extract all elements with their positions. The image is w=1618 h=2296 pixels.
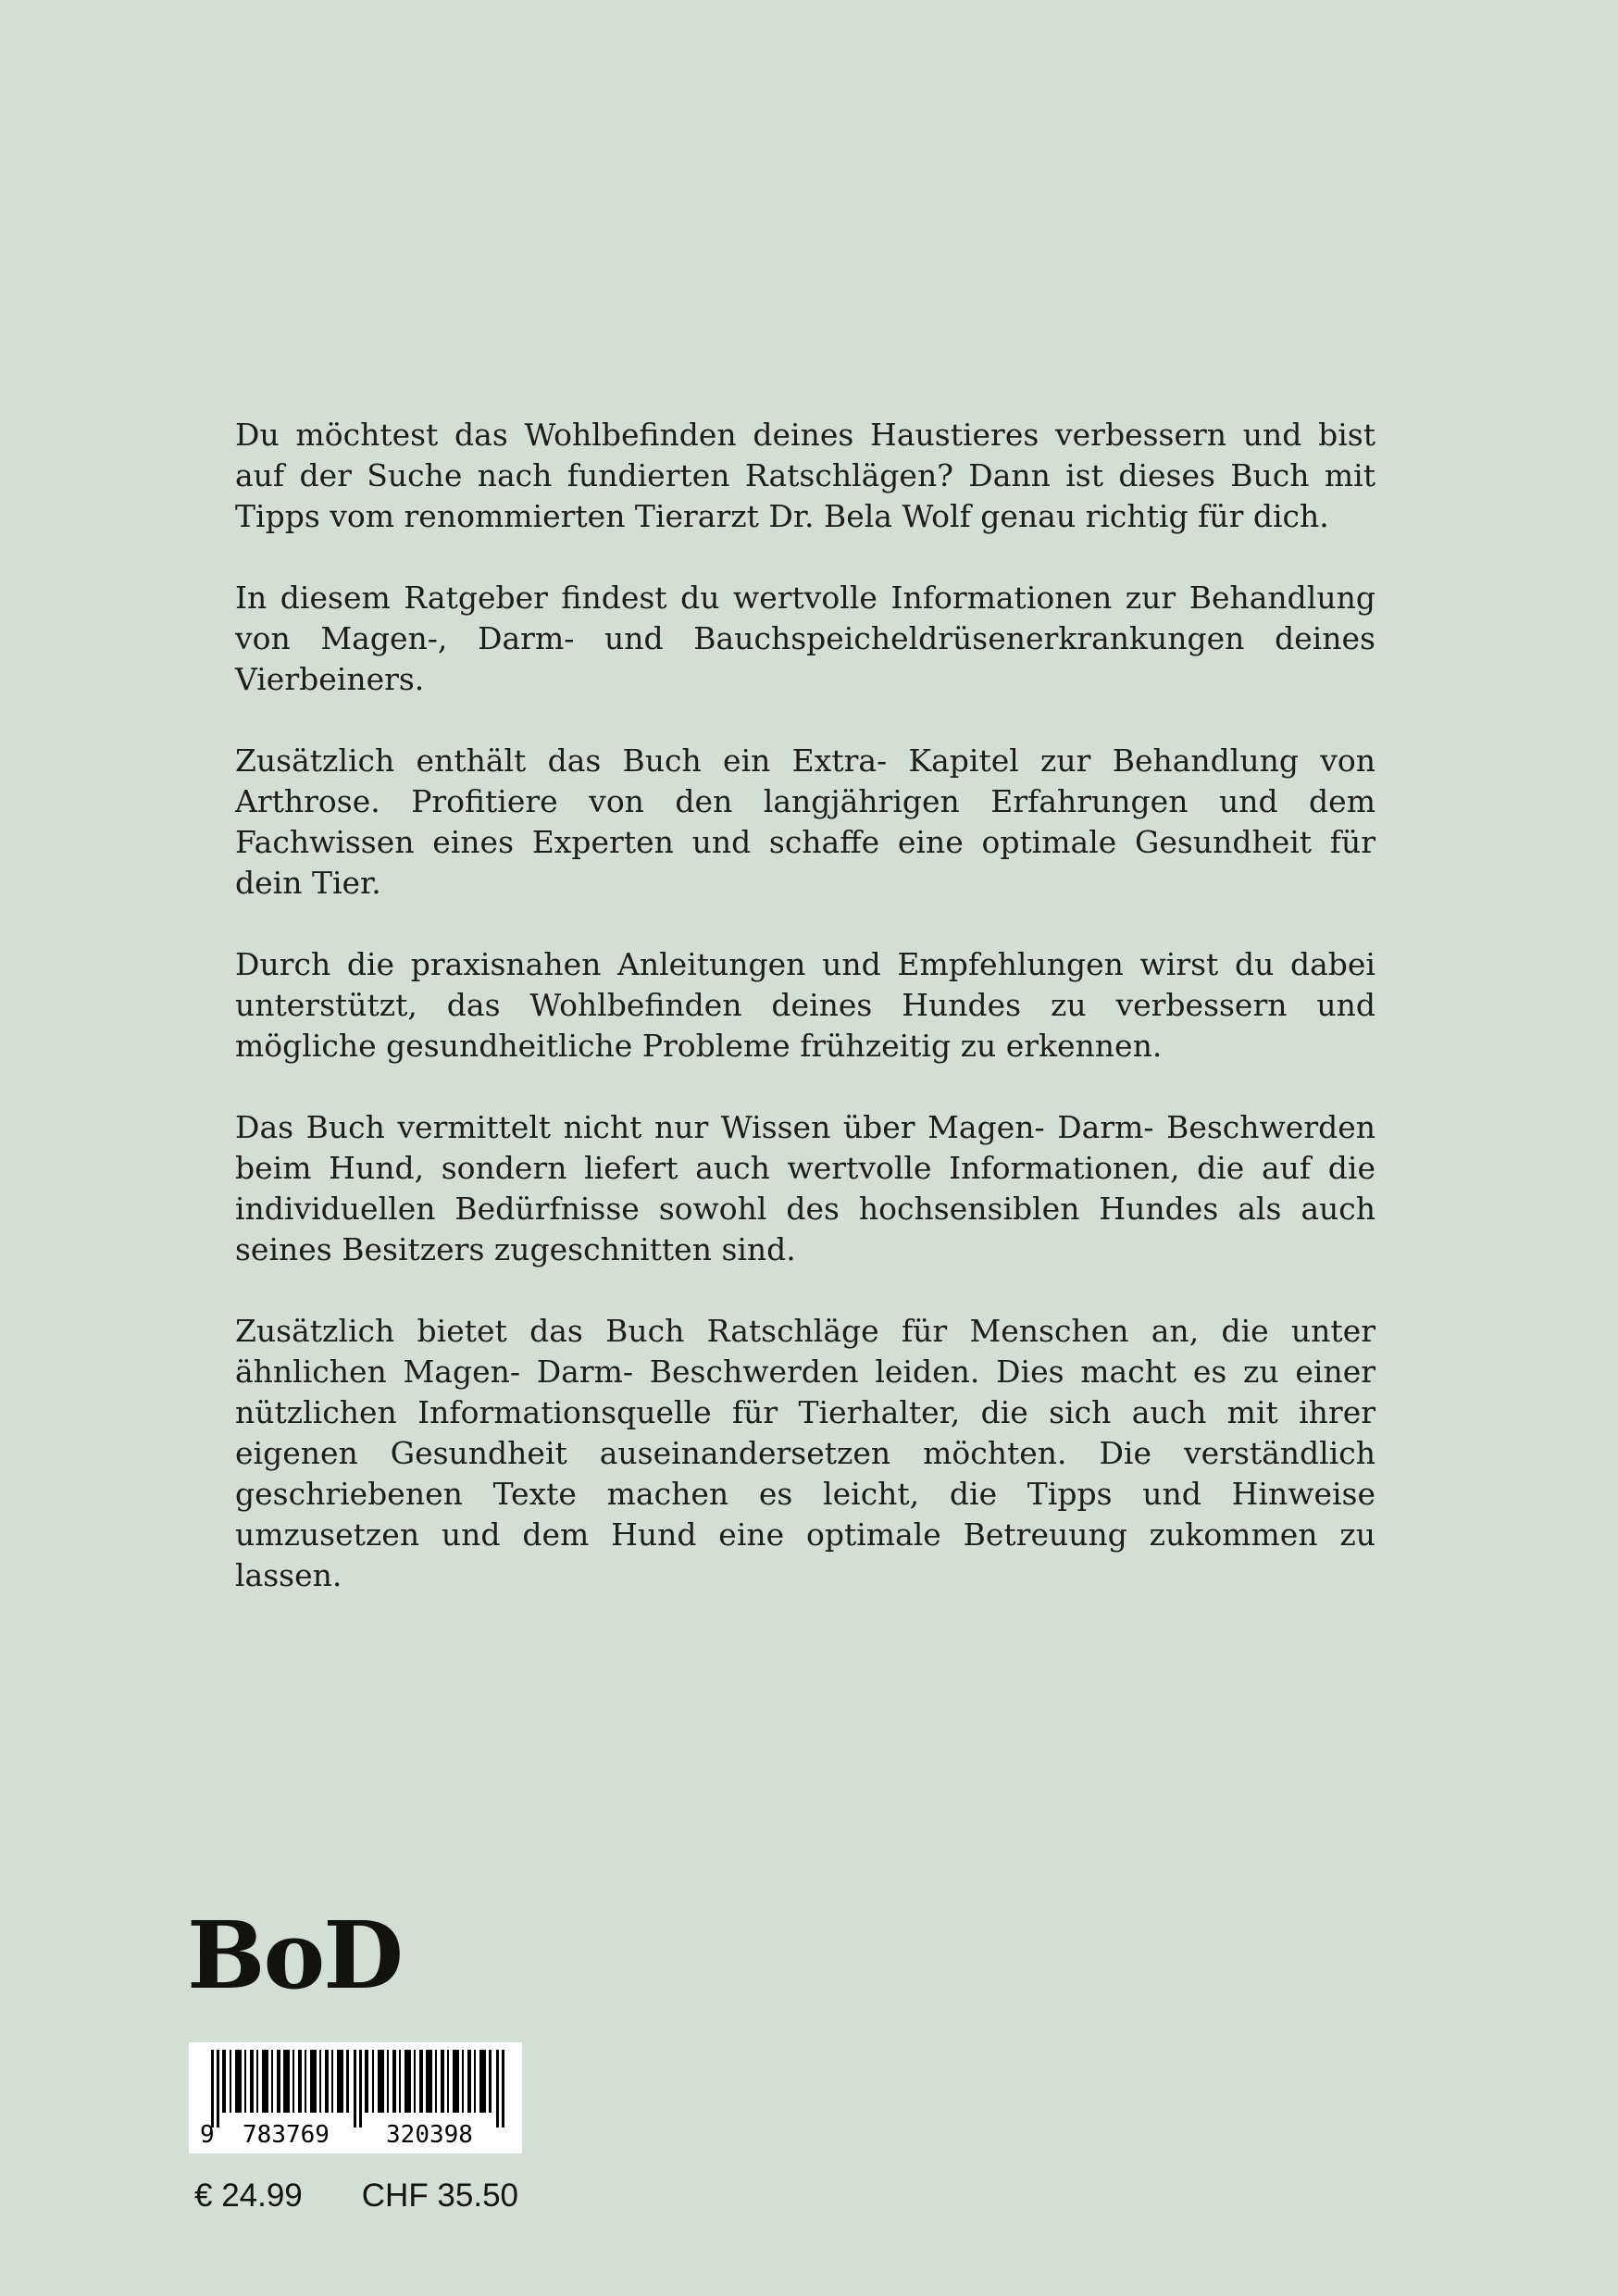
blurb-paragraph-6: Zusätzlich bietet das Buch Ratschläge für Menschen an, die unter ähnlichen Magen- Darm- Beschwerden leiden. Dies macht es zu einer nützlichen Informationsquelle für Tierhalter, die sich auch mit ihrer eigenen Gesundheit auseinandersetzen möchten. Die verständlich geschriebenen Texte machen es leicht, die Tipps und Hinweise umzusetzen und dem Hund eine optimale Betreuung zukommen zu lassen. (235, 1313, 1375, 1593)
blurb-paragraph-2: In diesem Ratgeber findest du wertvolle Informationen zur Behandlung von Magen-, Darm- und Bauchspeicheldrüsenerkrankungen deines Vierbeiners. (235, 580, 1375, 697)
price-eur: € 24.99 (194, 2177, 303, 2214)
price-row (194, 2177, 518, 2215)
price-chf: CHF 35.50 (361, 2177, 519, 2214)
blurb-text (235, 415, 1375, 1596)
isbn-barcode (189, 2042, 522, 2153)
barcode-digits-mid: 783769 (243, 2121, 330, 2146)
barcode-bars-graphic (198, 2050, 513, 2146)
blurb-paragraph-3: Zusätzlich enthält das Buch ein Extra- Kapitel zur Behandlung von Arthrose. Profitiere von den langjährigen Erfahrungen und dem Fachwissen eines Experten und schaffe eine optimale Gesundheit für dein Tier. (235, 742, 1375, 901)
blurb-paragraph-1: Du möchtest das Wohlbefinden deines Haustieres verbessern und bist auf der Suche nach fundierten Ratschlägen? Dann ist dieses Buch mit Tipps vom renommierten Tierarzt Dr. Bela Wolf genau richtig für dich. (235, 417, 1375, 534)
blurb-paragraph-4: Durch die praxisnahen Anleitungen und Empfehlungen wirst du dabei unterstützt, das Wohlbefinden deines Hundes zu verbessern und mögliche gesundheitliche Probleme frühzeitig zu erkennen. (235, 946, 1375, 1064)
barcode-digit-left: 9 (200, 2121, 215, 2146)
publisher-logo: BoD (187, 1901, 402, 2010)
blurb-paragraph-5: Das Buch vermittelt nicht nur Wissen über Magen- Darm- Beschwerden beim Hund, sondern liefert auch wertvolle Informationen, die auf die individuellen Bedürfnisse sowohl des hochsensiblen Hundes als auch seines Besitzers zugeschnitten sind. (235, 1109, 1375, 1267)
barcode-digits-right: 320398 (386, 2121, 473, 2146)
